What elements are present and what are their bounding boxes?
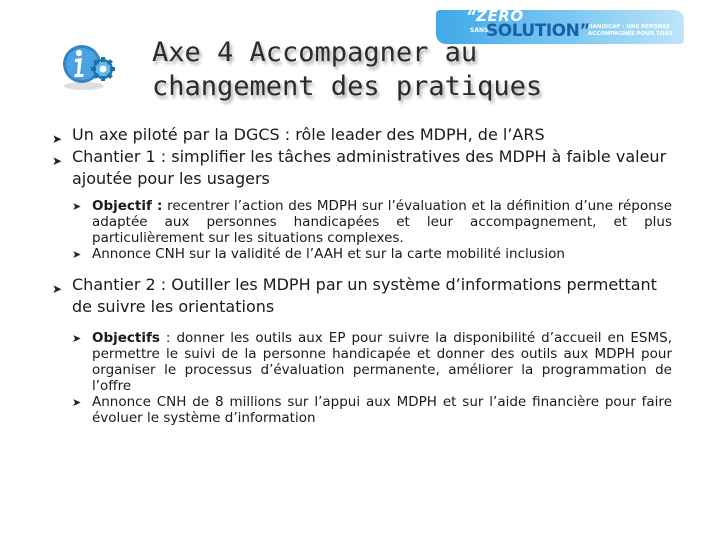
sub-bullet-item [72, 198, 672, 246]
sub-bullet-item [72, 330, 672, 394]
logo-tagline: HANDICAP : UNE RÉPONSE ACCOMPAGNÉE POUR TOUS [588, 24, 673, 37]
bullet-text: Un axe piloté par la DGCS : rôle leader des MDPH, de l’ARS [72, 125, 545, 144]
slide-content [52, 124, 672, 426]
arrow-right-icon: ➤ [72, 248, 82, 261]
arrow-right-icon: ➤ [72, 200, 82, 213]
bullet-text: Chantier 2 : Outiller les MDPH par un système d’informations permettant de suivre les orientations [72, 275, 657, 316]
sub-bullet-text: : donner les outils aux EP pour suivre la disponibilité d’accueil en ESMS, permettre le suivi de la personne handicapée et donner des outils aux MDPH pour organiser le processus d’évaluation permanente, améliorer la programmation de l’offre [92, 330, 672, 394]
sub-bullet-group [72, 330, 672, 426]
bullet-item [52, 146, 672, 190]
sub-bullet-group [72, 198, 672, 262]
sub-bullet-text: Annonce CNH de 8 millions sur l’appui aux MDPH et sur l’aide financière pour faire évoluer le système d’information [92, 394, 672, 426]
arrow-right-icon: ➤ [52, 154, 63, 168]
slide-title-line2: changement des pratiques [152, 71, 543, 102]
arrow-right-icon: ➤ [52, 282, 63, 296]
sub-bullet-item [72, 246, 672, 262]
logo-sans-text: SANS [470, 27, 489, 34]
info-gear-icon [58, 42, 124, 92]
sub-bullet-text: Annonce CNH sur la validité de l’AAH et sur la carte mobilité inclusion [92, 246, 565, 262]
arrow-right-icon: ➤ [72, 396, 82, 409]
sub-bullet-label: Objectifs [92, 330, 160, 346]
bullet-item [52, 124, 672, 146]
slide-title-line1: Axe 4 Accompagner au [152, 37, 478, 68]
logo-zero-text: “ZÉRO [466, 7, 524, 25]
sub-bullet-item [72, 394, 672, 426]
sub-bullet-label: Objectif : [92, 198, 163, 214]
arrow-right-icon: ➤ [72, 332, 82, 345]
bullet-item [52, 274, 672, 318]
logo-solution-text: SOLUTION” [486, 21, 590, 41]
bullet-text: Chantier 1 : simplifier les tâches administratives des MDPH à faible valeur ajoutée pour les usagers [72, 147, 667, 188]
arrow-right-icon: ➤ [52, 132, 63, 146]
sub-bullet-text: recentrer l’action des MDPH sur l’évaluation et la définition d’une réponse adaptée aux personnes handicapées et leur accompagnement, et plus particulièrement sur les situations complexes. [92, 198, 672, 246]
slide-title [152, 36, 622, 104]
